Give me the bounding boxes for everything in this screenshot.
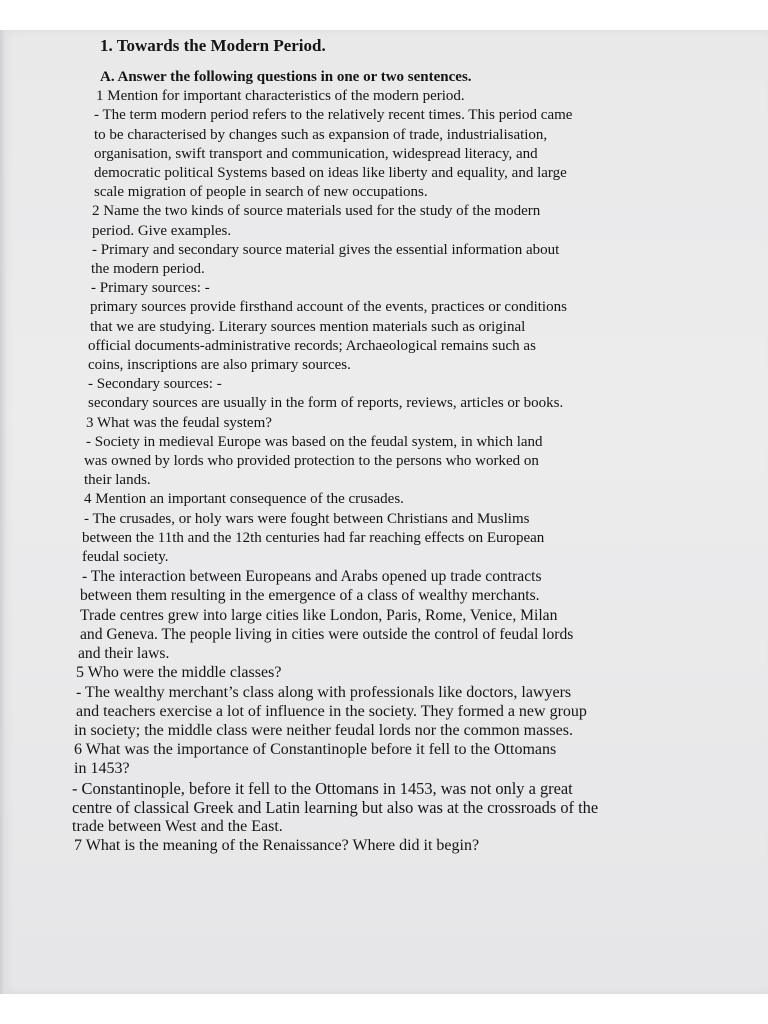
text-line: 3 What was the feudal system?	[86, 414, 272, 431]
text-line: between the 11th and the 12th centuries had far reaching effects on European	[82, 529, 545, 546]
text-line: in 1453?	[74, 760, 130, 778]
text-line: democratic political Systems based on ideas like liberty and equality, and large	[94, 165, 567, 182]
document-text-lines	[72, 68, 682, 855]
text-line: period. Give examples.	[92, 222, 232, 239]
text-line: 1 Mention for important characteristics of the modern period.	[96, 88, 465, 105]
text-line: coins, inscriptions are also primary sources.	[88, 357, 351, 374]
text-line: 2 Name the two kinds of source materials used for the study of the modern	[92, 203, 541, 220]
text-line: - Constantinople, before it fell to the Ottomans in 1453, was not only a great	[72, 778, 573, 798]
text-line: official documents-administrative records; Archaeological remains such as	[88, 337, 536, 354]
text-line: Trade centres grew into large cities like London, Paris, Rome, Venice, Milan	[80, 606, 558, 624]
text-line: was owned by lords who provided protection to the persons who worked on	[84, 453, 539, 470]
text-line: their lands.	[84, 472, 151, 489]
text-line: in society; the middle class were neither feudal lords nor the common masses.	[74, 721, 573, 739]
text-line: 7 What is the meaning of the Renaissance? Where did it begin?	[74, 837, 480, 855]
text-line: - The term modern period refers to the relatively recent times. This period came	[94, 107, 573, 124]
text-line: feudal society.	[82, 549, 169, 566]
section-heading: A. Answer the following questions in one or two sentences.	[100, 69, 472, 85]
document-title: 1. Towards the Modern Period.	[100, 36, 326, 55]
text-line: 6 What was the importance of Constantinople before it fell to the Ottomans	[74, 741, 557, 759]
text-line: primary sources provide firsthand account of the events, practices or conditions	[90, 299, 567, 316]
document-body	[72, 36, 682, 855]
text-line: - The interaction between Europeans and Arabs opened up trade contracts	[82, 568, 542, 586]
text-line: that we are studying. Literary sources mention materials such as original	[90, 318, 526, 335]
text-line: - Secondary sources: -	[88, 376, 222, 393]
text-line: to be characterised by changes such as expansion of trade, industrialisation,	[94, 126, 548, 143]
paper-edge-shadow	[0, 30, 6, 994]
text-line: 5 Who were the middle classes?	[76, 664, 282, 682]
text-line: the modern period.	[91, 261, 205, 278]
text-line: between them resulting in the emergence of a class of wealthy merchants.	[80, 587, 540, 605]
text-line: and Geneva. The people living in cities were outside the control of feudal lords	[80, 625, 574, 643]
text-line: - Society in medieval Europe was based on the feudal system, in which land	[86, 433, 543, 450]
text-line: - The crusades, or holy wars were fought between Christians and Muslims	[84, 510, 530, 527]
text-line: - Primary and secondary source material gives the essential information about	[92, 241, 560, 258]
text-line: - Primary sources: -	[91, 280, 210, 297]
text-line: 4 Mention an important consequence of the crusades.	[84, 491, 404, 508]
text-line: - The wealthy merchant’s class along with professionals like doctors, lawyers	[76, 683, 572, 701]
text-line: organisation, swift transport and communication, widespread literacy, and	[94, 145, 538, 162]
text-line: secondary sources are usually in the form of reports, reviews, articles or books.	[88, 395, 564, 412]
text-line: centre of classical Greek and Latin learning but also was at the crossroads of the	[72, 797, 599, 817]
text-line: scale migration of people in search of new occupations.	[94, 184, 428, 201]
text-line: trade between West and the East.	[72, 817, 283, 835]
text-line: and teachers exercise a lot of influence in the society. They formed a new group	[76, 702, 587, 720]
text-line: and their laws.	[78, 645, 170, 663]
